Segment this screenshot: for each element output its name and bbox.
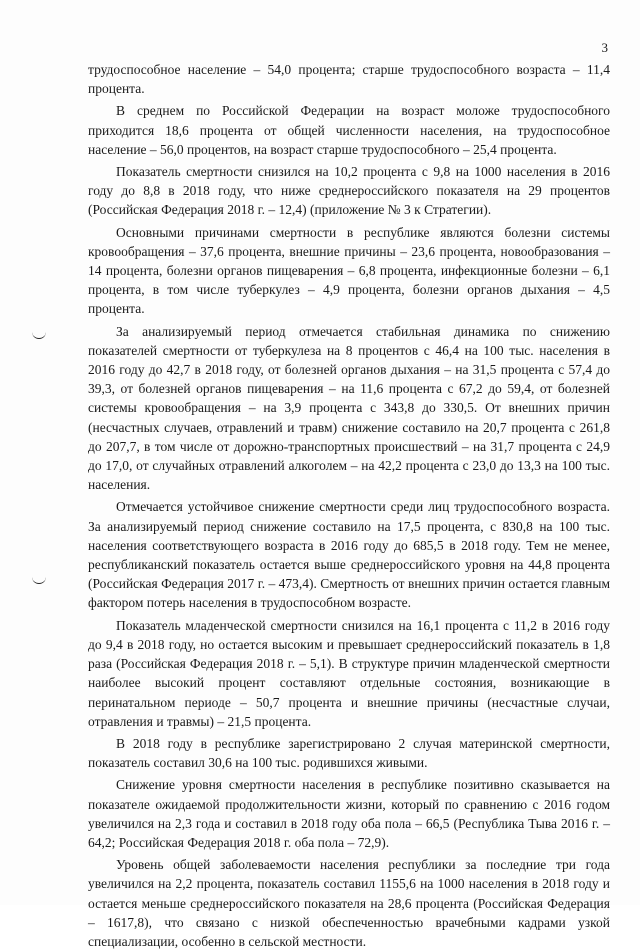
paragraph-3: Показатель смертности снизился на 10,2 процента с 9,8 на 1000 населения в 2016 году до 8,8 в 2018 году, что ниже среднероссийского показателя на 29 процентов (Российская Федерация 2018 г. – 12,4) (приложение № 3 к Стратегии). xyxy=(88,164,610,218)
paragraph-10: Уровень общей заболеваемости населения республики за последние три года увеличился на 2,2 процента, показатель составил 1155,6 на 1000 населения в 2018 году и остается меньше среднероссийского показателя на 28,6 процента (Российская Федерация – 1617,8), что связано с низкой обеспеченностью врачебными кадрами узкой специализации, особенно в сельской местности. xyxy=(88,857,610,949)
paragraph-1: трудоспособное население – 54,0 процента; старше трудоспособного возраста – 11,4 процента. xyxy=(88,62,610,97)
margin-pencil-mark xyxy=(32,330,46,339)
paragraph-4: Основными причинами смертности в республике являются болезни системы кровообращения – 37,6 процента, внешние причины – 23,6 процента, новообразования – 14 процента, болезни органов пищеварения – 6,8 процента, инфекционные болезни – 6,1 процента, в том числе туберкулез – 4,9 процента, болезни органов дыхания – 4,5 процента. xyxy=(88,224,610,317)
paragraph-7: Показатель младенческой смертности снизился на 16,1 процента с 11,2 в 2016 году до 9,4 в 2018 году, но остается высоким и превышает среднероссийский показатель в 1,8 раза (Российская Федерация 2018 г. – 5,1). В структуре причин младенческой смертности наиболее высокий процент составляют отдельные состояния, возникающие в перинатальном периоде – 50,7 процента и внешние причины (несчастные случаи, отравления и травмы) – 21,5 процента. xyxy=(88,617,610,729)
document-body xyxy=(88,60,610,951)
page-number: 3 xyxy=(601,40,608,55)
margin-pencil-mark xyxy=(32,575,46,584)
paragraph-8: В 2018 году в республике зарегистрировано 2 случая материнской смертности, показатель составил 30,6 на 100 тыс. родившихся живыми. xyxy=(88,735,610,771)
paragraph-2: В среднем по Российской Федерации на возраст моложе трудоспособного приходится 18,6 процента от общей численности населения, на трудоспособное население – 56,0 процентов, на возраст старше трудоспособного – 25,4 процента. xyxy=(88,103,610,157)
paragraph-5: За анализируемый период отмечается стабильная динамика по снижению показателей смертности от туберкулеза на 8 процентов с 46,4 на 100 тыс. населения в 2016 году до 42,7 в 2018 году, от болезней органов дыхания – на 31,5 процента с 57,4 до 39,3, от болезней органов пищеварения – на 11,6 процента с 67,2 до 59,4, от болезней системы кровообращения – на 3,9 процента с 343,8 до 330,5. От внешних причин (несчастных случаев, отравлений и травм) снижение составило на 20,7 процента с 261,8 до 207,7, в том числе от дорожно-транспортных происшествий – на 31,7 процента с 24,9 до 17,0, от случайных отравлений алкоголем – на 42,2 процента с 23,0 до 13,3 на 100 тыс. населения. xyxy=(88,323,610,493)
paragraph-9: Снижение уровня смертности населения в республике позитивно сказывается на показателе ожидаемой продолжительности жизни, который по сравнению с 2016 годом увеличился на 2,3 года и составил в 2018 году оба пола – 66,5 (Республика Тыва 2016 г. – 64,2; Российская Федерация 2018 г. оба пола – 72,9). xyxy=(88,777,610,850)
paragraph-6: Отмечается устойчивое снижение смертности среди лиц трудоспособного возраста. За анализируемый период снижение составило на 17,5 процента, с 830,8 на 100 тыс. населения соответствующего возраста в 2016 году до 685,5 в 2018 году. Тем не менее, республиканский показатель остается выше среднероссийского уровня на 44,8 процента (Российская Федерация 2017 г. – 473,4). Смертность от внешних причин остается главным фактором потерь населения в трудоспособном возрасте. xyxy=(88,499,610,611)
